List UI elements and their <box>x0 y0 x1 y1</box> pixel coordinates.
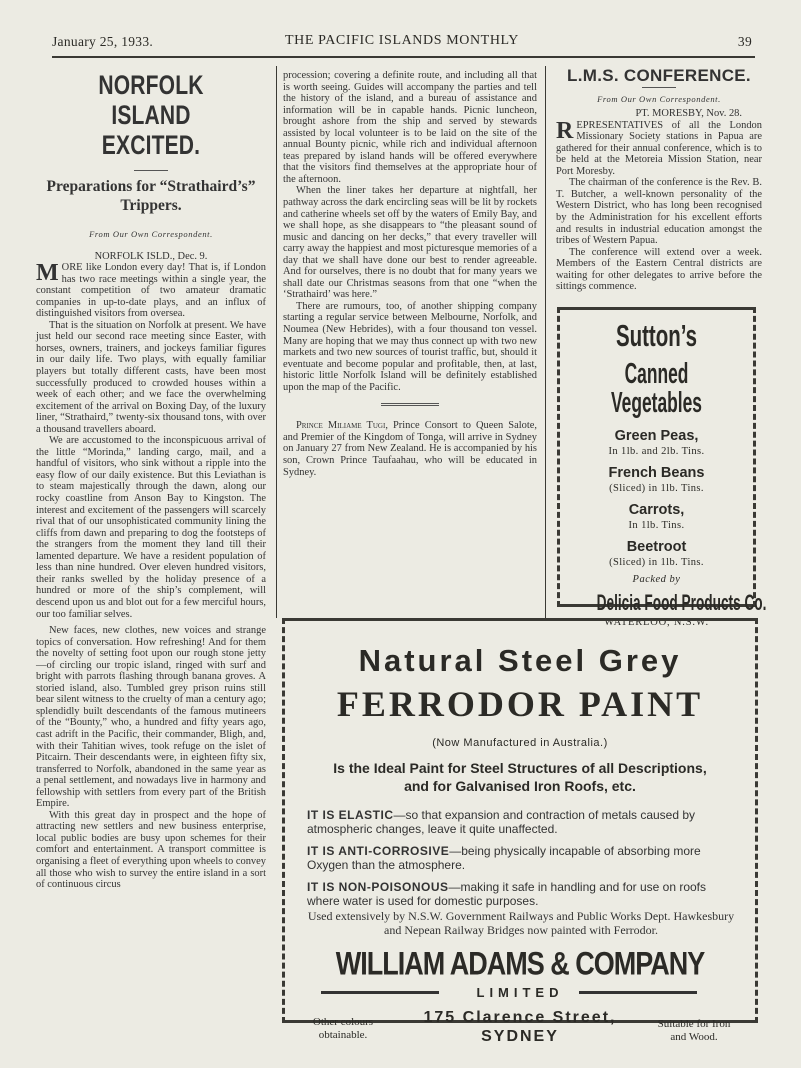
ad-note: (Now Manufactured in Australia.) <box>432 737 608 749</box>
paragraph: With this great day in prospect and the hope of attracting new settlers and new business enterprise, local public bodies are busy upon schemes for their comfort and entertainment. A transport committee is organising a fleet of everything upon wheels to convey all those who wish to survey the entire island in a sort of continuous circus <box>36 809 266 891</box>
paragraph: That is the situation on Norfolk at present. We have just held our second race meeting since Easter, with horses, owners, trainers, and jockeys familiar figures in our daily life. Two plays, with equally familiar players but totally different casts, have been most successfully produced to crowded houses within a week of each other; and we face the overwhelming excitement of the arrival on Boxing Day, of the luxury liner, “Strathaird,” twenty-six thousand tons, with over a thousand travellers aboard. <box>36 319 266 435</box>
dateline: PT. MORESBY, Nov. 28. <box>635 108 742 120</box>
header-rule <box>52 56 755 58</box>
product-item: French Beans (Sliced) in 1lb. Tins. <box>608 465 705 494</box>
ad-line-1: Natural Steel Grey <box>358 643 682 678</box>
point-elastic: IT IS ELASTIC—so that expansion and contraction of metals caused by atmospheric changes, leave it quite unaffected. <box>307 808 696 836</box>
column-rule-2 <box>545 66 546 618</box>
section-divider <box>381 403 439 406</box>
column-1 <box>36 70 266 891</box>
byline: From Our Own Correspondent. <box>89 229 213 239</box>
company-name: WILLIAM ADAMS & COMPANY <box>335 945 705 982</box>
paragraph: There are rumours, too, of another shipping company starting a regular service between Melbourne, Norfolk, and Noumea (New Hebrides), with a four thousand ton vessel. Many are hoping that we may thus connect up with two new markets and two new sources of tourist traffic, but, should it eventuate and become popular and profitable, then, at last, historic little Norfolk Island will be definitely established upon the map of the Pacific. <box>283 300 537 393</box>
company-limited: LIMITED <box>285 984 755 1000</box>
paragraph: The chairman of the conference is the Rev. B. T. Butcher, a well-known personality of the Western District, who has long been recognised by the Administration for his excellent efforts and results in industrial education amongst the tribes of Western Papua. <box>556 177 762 247</box>
column-2 <box>283 70 537 478</box>
publication-title: THE PACIFIC ISLANDS MONTHLY <box>284 33 520 48</box>
packed-by: Packed by <box>632 574 681 585</box>
product-item: Carrots, In 1lb. Tins. <box>628 502 685 531</box>
page-number: 39 <box>737 34 752 49</box>
ad-footer <box>285 1008 755 1048</box>
news-brief: Prince Miliame Tugi, Prince Consort to Queen Salote, and Premier of the Kingdom of Tonga, will arrive in Sydney on January 27 from New Zealand. He is accompanied by his son, Crown Prince Taufaahau, who will be educated in Sydney. <box>283 420 537 478</box>
packer-name: Delicia Food Products Co. <box>596 590 767 615</box>
limited-rule-left <box>321 991 439 994</box>
article-title: L.M.S. CONFERENCE. <box>567 66 751 85</box>
page-header <box>52 32 752 54</box>
brief-name: Prince Miliame Tugi, <box>296 420 388 432</box>
paragraph-continued: procession; covering a definite route, and including all that is worth seeing. Guides will accompany the parties and tell the history of the island, and a bureau of assistance and information will be in capable hands. Picnic luncheon, brought ashore from the ship and served by stewards assisted by local volunteer is to be laid on the site of the annual Bounty picnic, while rich and individual afternoon teas prepared by island hands will be offered everywhere that the visitors find themselves at the appropriate hour of the afternoon. <box>283 70 537 185</box>
packer-location: WATERLOO, N.S.W. <box>604 617 709 628</box>
point-non-poisonous: IT IS NON-POISONOUS—making it safe in handling and for use on roofs where water is used for domestic purposes. <box>307 880 706 908</box>
ferrodor-advertisement <box>282 618 758 1045</box>
suttons-advertisement <box>557 307 767 628</box>
paragraph: The conference will extend over a week. Members of the Eastern Central districts are waiting for other delegates to arrive before the sittings commence. <box>556 246 762 293</box>
dateline: NORFOLK ISLD., Dec. 9. <box>94 250 208 262</box>
lead-paragraph: REPRESENTATIVES of all the London Missionary Society stations in Papua are gathered for their annual conference, which is to be held at the Metoreia Mission Station, near Port Moresby. <box>556 117 762 177</box>
headline-line-2: EXCITED. <box>101 130 201 160</box>
ad-product: Canned Vegetables <box>611 358 702 419</box>
point-anti-corrosive: IT IS ANTI-CORROSIVE—being physically incapable of absorbing more Oxygen than the atmosphere. <box>307 844 701 872</box>
column-3 <box>556 66 762 293</box>
limited-rule-right <box>579 991 697 994</box>
paragraph: New faces, new clothes, new voices and strange topics of conversation. How refreshing! And for them the novelty of setting foot upon our rough stone jetty—of circling our tropic island, ringed with surf and bright with parrots flashing through banana groves. A storied island, also. Tumbled grey prison ruins still bear silent witness to the cruelty of man a century ago; splendidly built descendants of the famous mutineers of the “Bounty,” who, a hundred and fifty years ago, cast adrift in the Pacific, their commander, Bligh, and, with their Tahitian wives, took refuge on the islet of Pitcairn. Their descendants were, in eighteen fifty six, transferred to Norfolk, abandoned in the same year as a penal settlement, and nowadays live in harmony and fellowship with settlers from every part of the British Empire. <box>36 625 266 810</box>
ad-points <box>285 809 755 937</box>
issue-date: January 25, 1933. <box>52 34 154 49</box>
product-item: Beetroot (Sliced) in 1lb. Tins. <box>609 539 704 568</box>
ad-line-2: FERRODOR PAINT <box>336 684 704 724</box>
paragraph: When the liner takes her departure at nightfall, her pathway across the dark encircling seas will be lit by rockets and catherine wheels set off by the waters of Emily Bay, and we shall hope, as she disappears to “the pleasant sound of music and dancing on her decks,” that every traveller will carry away the happiest and most picturesque memories of a day that we shall have done our best to render agreeable. And for ourselves, there is no doubt that for many years we shall date our Christmas seasons from that one “when the ‘Strathaird’ was here.” <box>283 185 537 301</box>
suitable-note: Suitable for Iron and Wood. <box>657 1018 731 1043</box>
subheadline <box>36 177 266 215</box>
address: 175 Clarence Street, SYDNEY <box>423 1009 617 1045</box>
ad-brand: Sutton’s <box>615 318 698 353</box>
ad-claim: Is the Ideal Paint for Steel Structures of all Descriptions, and for Galvanised Iron Roofs, etc. <box>333 760 707 794</box>
product-item: Green Peas, In 1lb. and 2lb. Tins. <box>608 428 705 457</box>
other-colours-note: Other colours obtainable. <box>312 1016 374 1041</box>
drop-cap: M <box>36 260 59 287</box>
drop-cap: R <box>556 117 574 144</box>
ad-usage: Used extensively by N.S.W. Government Railways and Public Works Dept. Hawkesbury and Nepean Railway Bridges now painted with Ferrodor. <box>307 909 735 937</box>
paragraph: We are accustomed to the inconspicuous arrival of the little “Morinda,” landing cargo, mail, and a handful of visitors, who sink without a ripple into the easy flow of our daily existence. But this Leviathan is to steam majestically through the dawn, along our rocky coastline from Anson Bay to Kingston. The interest and excitement of the passengers will scarcely rival that of our unsophisticated community lining the cliffs from dawn and preparing to dog the footsteps of the strangers from the moment they land till their lamented departure. We have a resident population of less than nine hundred. Over eleven hundred visitors, their ranks swelled by the holiday presence of a hundred or more of the ship’s complement, will descend upon us and blot out for a few merciful hours, our too familiar selves. <box>36 435 266 620</box>
title-rule <box>642 87 676 88</box>
headline-rule <box>134 170 168 171</box>
column-rule-1 <box>276 66 277 618</box>
headline-line-1: NORFOLK ISLAND <box>98 70 204 130</box>
subheadline-line-1: Preparations for “Strathaird’s” <box>46 178 256 195</box>
lead-paragraph: MORE like London every day! That is, if London has two race meetings within a single year, the constant competition of two amateur dramatic companies in up-to-date plays, and an influx of distinguished visitors from oversea. <box>36 260 266 320</box>
subheadline-line-2: Trippers. <box>120 197 182 214</box>
byline: From Our Own Correspondent. <box>597 93 721 104</box>
